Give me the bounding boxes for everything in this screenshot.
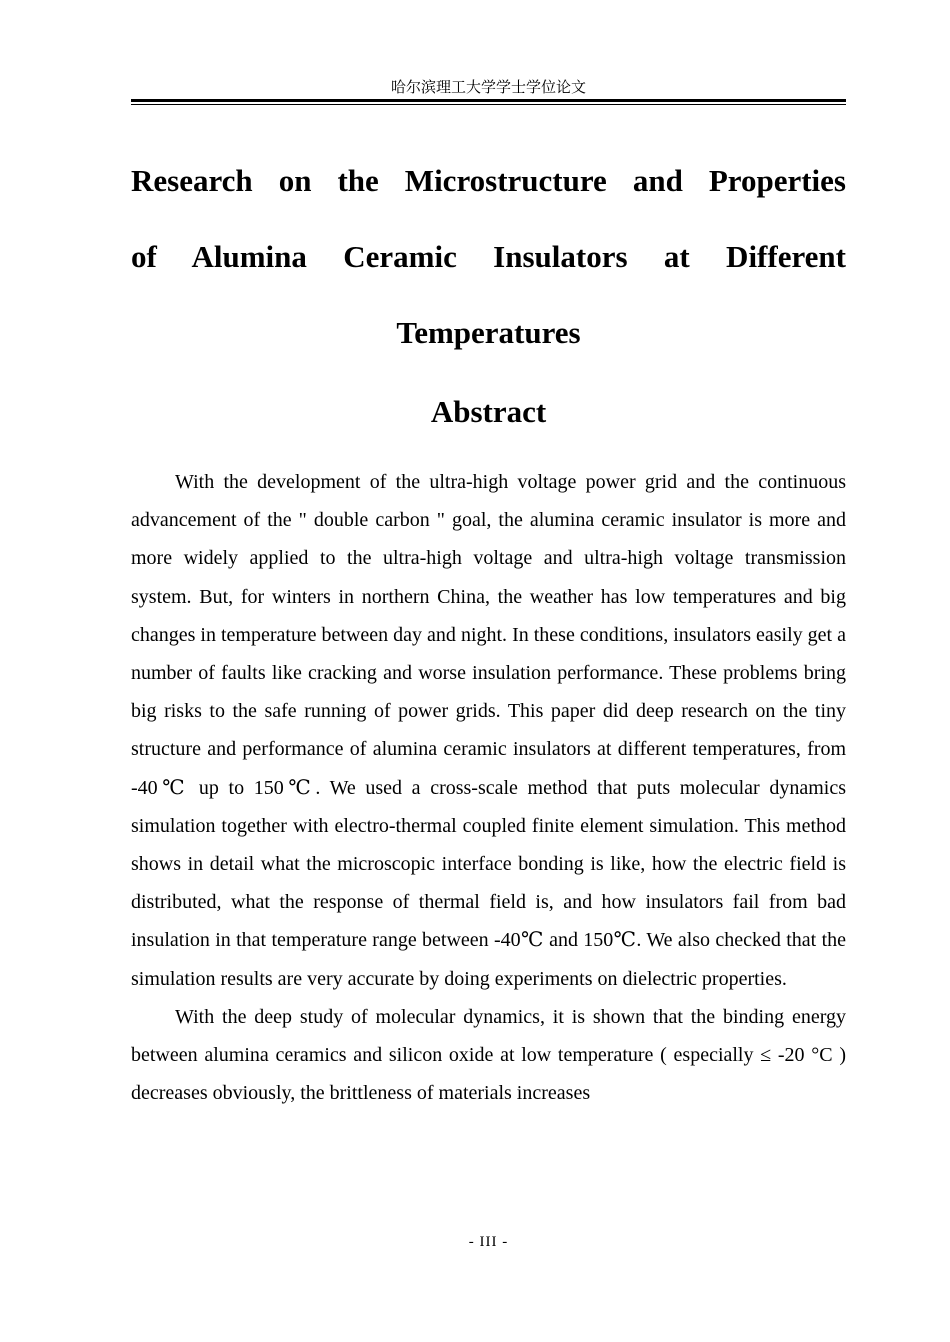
header-rule-thin <box>131 104 846 105</box>
thesis-title <box>131 143 846 371</box>
abstract-heading: Abstract <box>430 394 547 429</box>
running-header: 哈尔滨理工大学学士学位论文 <box>390 80 586 96</box>
abstract-paragraph-1: With the development of the ultra-high voltage power grid and the continuous advancement of the " double carbon " goal, the alumina ceramic insulator is more and more widely applied to the ultra-high voltage and ultra-high voltage transmission system. But, for winters in northern China, the weather has low temperatures and big changes in temperature between day and night. In these conditions, insulators easily get a number of faults like cracking and worse insulation performance. These problems bring big risks to the safe running of power grids. This paper did deep research on the tiny structure and performance of alumina ceramic insulators at different temperatures, from -40℃ up to 150℃. We used a cross-scale method that puts molecular dynamics simulation together with electro-thermal coupled finite element simulation. This method shows in detail what the microscopic interface bonding is like, how the electric field is distributed, what the response of thermal field is, and how insulators fail from bad insulation in that temperature range between -40℃ and 150℃. We also checked that the simulation results are very accurate by doing experiments on dielectric properties. <box>131 471 846 990</box>
page-number: - III - <box>468 1234 509 1250</box>
abstract-paragraph-2: With the deep study of molecular dynamics, it is shown that the binding energy between alumina ceramics and silicon oxide at low temperature ( especially ≤ -20 °C ) decreases obviously, the brittleness of materials increases <box>131 1005 846 1105</box>
abstract-body <box>131 463 846 1112</box>
title-line-2: of Alumina Ceramic Insulators at Different <box>131 239 846 274</box>
title-line-3: Temperatures <box>396 315 581 350</box>
header-rule-thick <box>131 99 846 102</box>
title-line-1: Research on the Microstructure and Properties <box>131 163 846 198</box>
